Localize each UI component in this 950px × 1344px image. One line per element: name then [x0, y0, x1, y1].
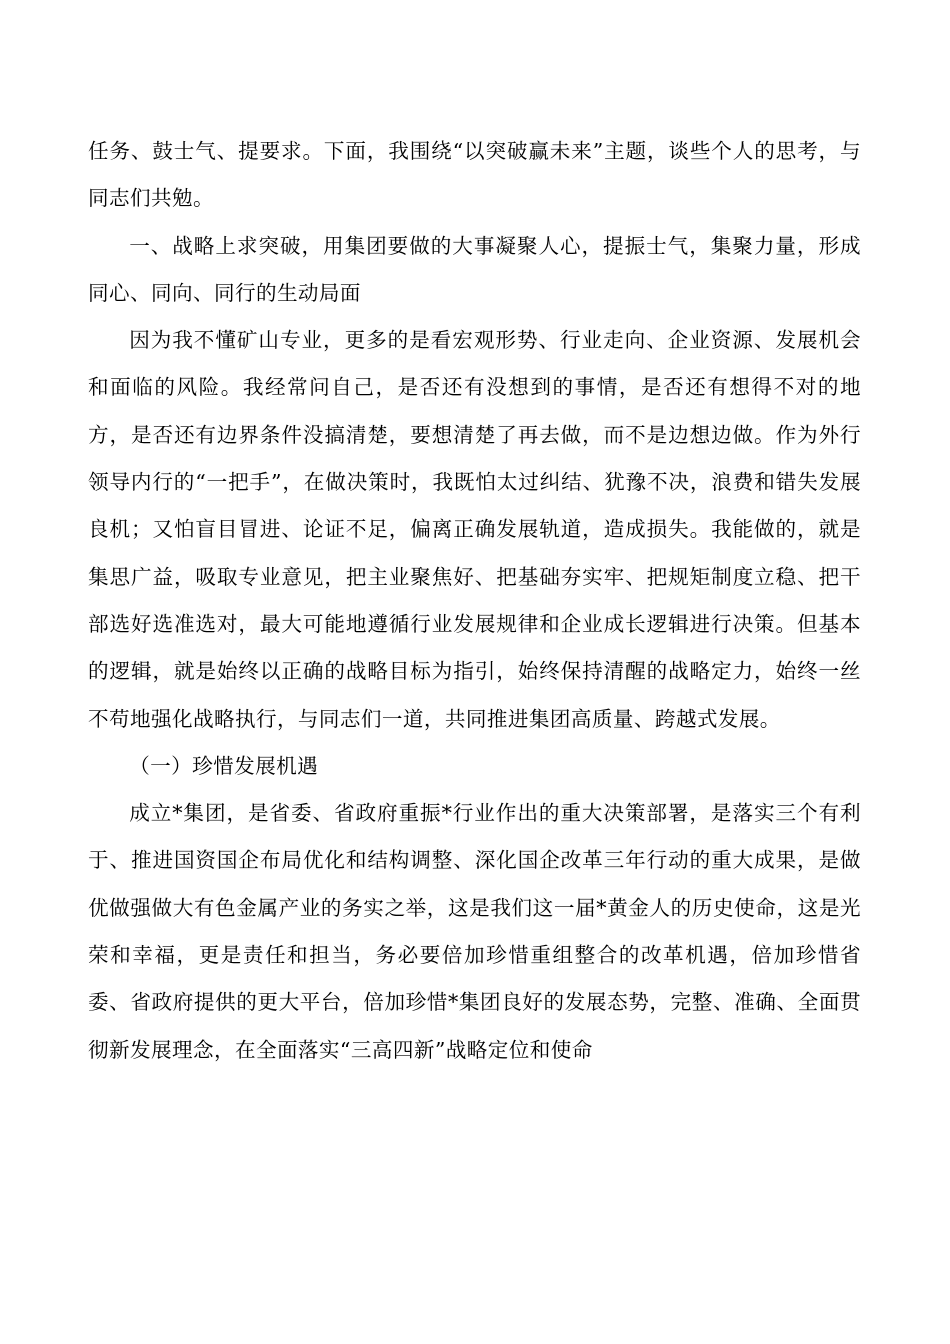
- paragraph-continuation: 任务、鼓士气、提要求。下面，我围绕“以突破赢未来”主题，谈些个人的思考，与同志们共勉。: [88, 139, 861, 211]
- paragraph-body: 成立*集团，是省委、省政府重振*行业作出的重大决策部署，是落实三个有利于、推进国资国企布局优化和结构调整、深化国企改革三年行动的重大成果，是做优做强做大有色金属产业的务实之举，这是我们这一届*黄金人的历史使命，这是光荣和幸福，更是责任和担当，务必要倍加珍惜重组整合的改革机遇，倍加珍惜省委、省政府提供的更大平台，倍加珍惜*集团良好的发展态势，完整、准确、全面贯彻新发展理念，在全面落实“三高四新”战略定位和使命: [88, 801, 861, 1062]
- section-heading-1: 一、战略上求突破，用集团要做的大事凝聚人心，提振士气，集聚力量，形成同心、同向、同行的生动局面: [88, 233, 861, 305]
- document-body: [88, 128, 861, 1074]
- subsection-heading-1: （一）珍惜发展机遇: [129, 753, 319, 778]
- paragraph-body: 因为我不懂矿山专业，更多的是看宏观形势、行业走向、企业资源、发展机会和面临的风险。我经常问自己，是否还有没想到的事情，是否还有想得不对的地方，是否还有边界条件没搞清楚，要想清楚了再去做，而不是边想边做。作为外行领导内行的“一把手”，在做决策时，我既怕太过纠结、犹豫不决，浪费和错失发展良机；又怕盲目冒进、论证不足，偏离正确发展轨道，造成损失。我能做的，就是集思广益，吸取专业意见，把主业聚焦好、把基础夯实牢、把规矩制度立稳、把干部选好选准选对，最大可能地遵循行业发展规律和企业成长逻辑进行决策。但基本的逻辑，就是始终以正确的战略目标为指引，始终保持清醒的战略定力，始终一丝不苟地强化战略执行，与同志们一道，共同推进集团高质量、跨越式发展。: [88, 328, 861, 731]
